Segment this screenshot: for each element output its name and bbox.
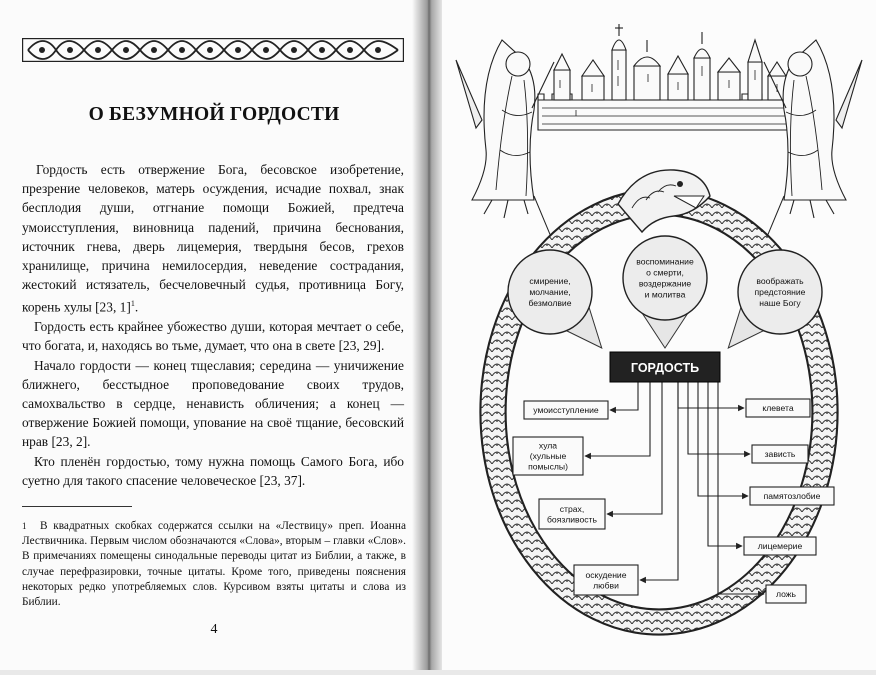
branch-label: хула	[538, 440, 558, 451]
branch-label: лицемерие	[757, 541, 803, 552]
connector-lines	[585, 382, 764, 594]
virtue-bubble	[508, 250, 602, 348]
virtue-text: воздержание	[638, 278, 692, 289]
virtue-text: наше Богу	[759, 298, 801, 309]
branch-box	[574, 565, 638, 595]
branch-label: боязливость	[547, 514, 597, 525]
center-label: ГОРДОСТЬ	[630, 361, 700, 375]
left-page	[0, 0, 428, 670]
branch-label: ложь	[775, 589, 797, 600]
branch-box	[524, 401, 608, 419]
ornament-border	[22, 38, 404, 62]
connector-line	[688, 382, 750, 454]
footnote-rule	[22, 506, 132, 507]
virtue-circles	[508, 236, 822, 348]
pride-diagram	[442, 0, 876, 670]
right-page	[442, 0, 876, 670]
connector-line	[708, 382, 742, 546]
branch-label: страх,	[559, 503, 585, 514]
virtue-text: безмолвие	[528, 298, 572, 309]
connector-line	[698, 382, 748, 496]
main-text	[22, 160, 404, 490]
paragraph: Гордость есть отвержение Бога, бесовское изобретение, презрение человеков, матерь осуждения, исчадие похвал, знак бесплодия души, отгнание помощи Божией, предтеча умоисступления, виновница падений, причина беснования, источник гнева, дверь лицемерия, твердыня бесов, грехов хранилище, причина немилосердия, неведение сострадания, жестокий истязатель, бесчеловечный судья, противница Богу, корень хулы [23, 1]$^1$.	[22, 162, 404, 315]
footnote-mark: 1	[130, 299, 135, 309]
connector-line	[607, 382, 662, 514]
virtue-text: воспоминание	[636, 256, 694, 267]
branch-box	[766, 585, 806, 603]
virtue-text: воображать	[756, 276, 804, 287]
branch-label: помыслы)	[528, 461, 568, 472]
footnote-text: В квадратных скобках содержатся ссылки на «Лествицу» преп. Иоанна Лествичника. Первым числом обозначаются «Слова», вторым – главки «Слов». В примечаниях помещены синодальные переводы цитат из Библии, а также, в случае перефразировки, точные цитаты. Кроме того, приведены пояснения некоторых редко употребляемых слов. Курсивом взяты цитаты и слова из Библии.	[22, 520, 406, 609]
branch-label: оскудение	[585, 569, 627, 580]
branch-label: любви	[593, 580, 619, 591]
paragraph: Гордость есть крайнее убожество души, которая мечтает о себе, что богата, и, находясь во тьме, думает, что она в свете [23, 29].	[22, 319, 404, 354]
branch-label: клевета	[762, 403, 794, 414]
paragraph: Начало гордости — конец тщеславия; середина — уничижение ближнего, бесстыдное проповедование своих трудов, самохвальство в сердце, ненависть обличения; а конец — отвержение Божией помощи, упование на своё тщание, бесовский нрав [23, 2].	[22, 357, 404, 450]
branch-box	[750, 487, 834, 505]
virtue-text: и молитва	[644, 289, 686, 300]
branch-label: памятозлобие	[763, 491, 821, 502]
virtue-text: смирение,	[529, 276, 571, 287]
chapter-title: О БЕЗУМНОЙ ГОРДОСТИ	[88, 104, 340, 125]
virtue-text: предстояние	[754, 287, 806, 298]
branch-box	[539, 499, 605, 529]
branch-box	[746, 399, 810, 417]
branch-box	[752, 445, 808, 463]
branch-box	[744, 537, 816, 555]
connector-line	[610, 382, 638, 410]
page-number: 4	[210, 622, 218, 637]
footnote-number: 1	[22, 521, 27, 531]
branch-label: (хульные	[529, 451, 567, 462]
virtue-text: о смерти,	[646, 267, 684, 278]
center-box	[610, 352, 720, 382]
footnote	[22, 519, 406, 610]
book-gutter	[412, 0, 446, 670]
branch-label: зависть	[764, 449, 796, 460]
city-illustration	[538, 24, 792, 130]
virtue-text: молчание,	[529, 287, 571, 298]
virtue-bubble	[623, 236, 707, 348]
branch-box	[513, 437, 583, 475]
paragraph: Кто пленён гордостью, тому нужна помощь Самого Бога, ибо суетно для такого спасение человеческое [23, 37].	[22, 453, 404, 488]
branch-label: умоисступление	[533, 405, 599, 416]
connector-line	[640, 382, 678, 580]
